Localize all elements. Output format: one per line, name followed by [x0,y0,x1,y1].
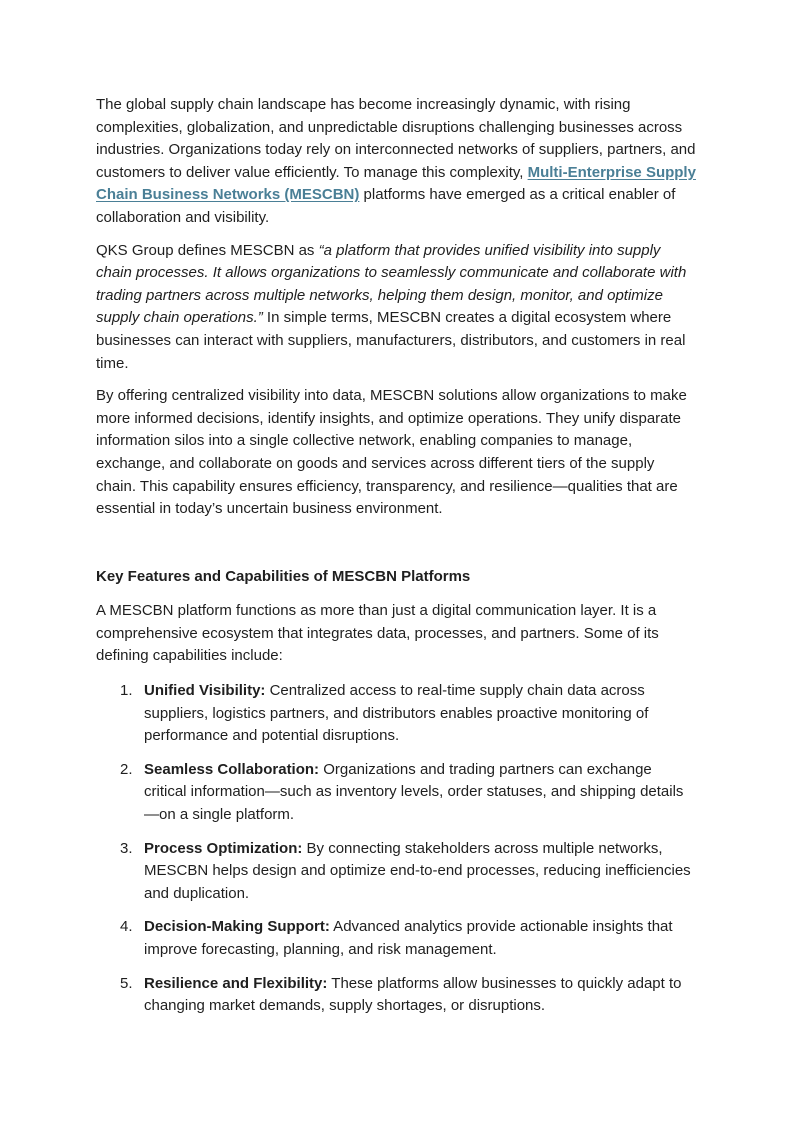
list-item-title: Unified Visibility: [144,682,266,700]
document-page [96,94,698,1029]
intro-paragraph-1 [96,94,698,230]
list-item [96,680,698,748]
features-list [96,680,698,1018]
list-item-number: 3. [120,839,133,857]
list-item-title: Resilience and Flexibility: [144,974,328,992]
intro-p1-text-before: The global supply chain landscape has become increasingly dynamic, with rising complexities, globalization, and unpredictable disruptions challenging businesses across industries. Organizations today rely on interconnected networks of suppliers, partners, and customers to deliver value efficiently. To manage this complexity, [96,96,696,181]
intro-p1-text-after: platforms have emerged as a critical enabler of collaboration and visibility. [96,186,676,226]
list-item-text: Advanced analytics provide actionable insights that improve forecasting, planning, and risk management. [144,918,673,958]
features-intro-paragraph: A MESCBN platform functions as more than just a digital communication layer. It is a comprehensive ecosystem that integrates data, processes, and partners. Some of its defining capabilities include: [96,602,659,665]
list-item [96,838,698,906]
intro-p2-text-before: QKS Group defines MESCBN as [96,241,319,259]
list-item-number: 2. [120,760,133,778]
list-item-text: Centralized access to real-time supply chain data across suppliers, logistics partners, and distributors enables proactive monitoring of performance and potential disruptions. [144,682,649,745]
list-item [96,916,698,961]
mescbn-link[interactable]: Multi-Enterprise Supply Chain Business Networks (MESCBN) [96,163,696,204]
list-item [96,973,698,1018]
list-item-text: These platforms allow businesses to quickly adapt to changing market demands, supply shortages, or disruptions. [144,974,682,1015]
list-item-number: 1. [120,682,133,700]
list-item-title: Process Optimization: [144,839,303,857]
list-item-number: 4. [120,918,133,936]
list-item-title: Decision-Making Support: [144,918,330,936]
intro-paragraph-3: By offering centralized visibility into data, MESCBN solutions allow organizations to make more informed decisions, identify insights, and optimize operations. They unify disparate information silos into a single collective network, enabling companies to manage, exchange, and collaborate on goods and services across different tiers of the supply chain. This capability ensures efficiency, transparency, and resilience—qualities that are essential in today’s uncertain business environment. [96,387,687,518]
intro-paragraph-2 [96,240,698,376]
list-item [96,759,698,827]
list-item-number: 5. [120,974,133,992]
list-item-title: Seamless Collaboration: [144,760,320,778]
list-item-text: Organizations and trading partners can exchange critical information—such as inventory levels, order statuses, and shipping details—on a single platform. [144,760,684,824]
intro-p2-text-after: In simple terms, MESCBN creates a digital ecosystem where businesses can interact with suppliers, manufacturers, distributors, and customers in real time. [96,309,686,372]
definition-quote: “a platform that provides unified visibility into supply chain processes. It allows organizations to seamlessly communicate and collaborate with trading partners across multiple networks, helping them design, monitor, and optimize supply chain operations.” [96,241,687,327]
section-heading: Key Features and Capabilities of MESCBN Platforms [96,567,471,585]
list-item-text: By connecting stakeholders across multiple networks, MESCBN helps design and optimize end-to-end processes, reducing inefficiencies and duplication. [144,839,691,902]
